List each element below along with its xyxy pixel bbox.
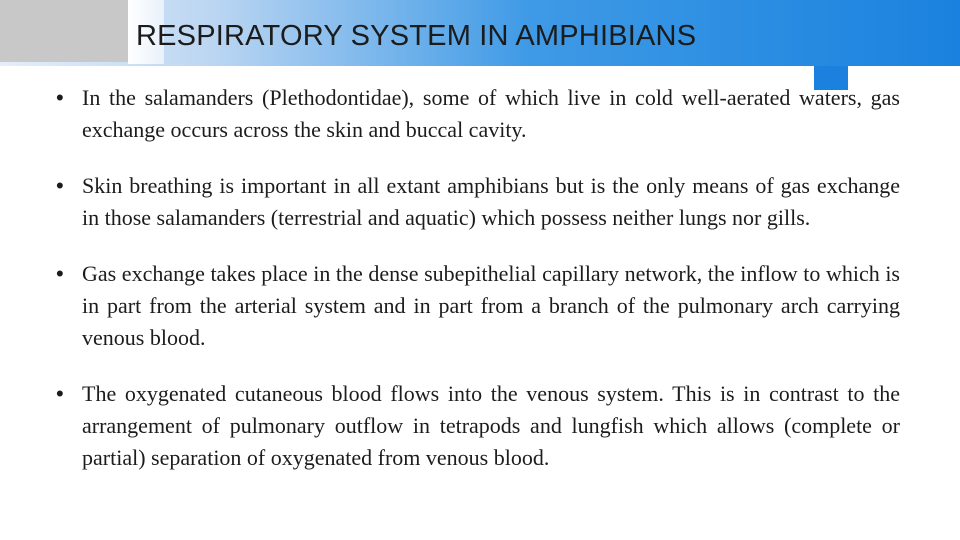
bullet-item	[52, 258, 900, 354]
bullet-icon: •	[56, 381, 64, 406]
bullet-item	[52, 170, 900, 234]
bullet-text: Gas exchange takes place in the dense subepithelial capillary network, the inflow to which is in part from the arterial system and in part from a branch of the pulmonary arch carrying venous blood.	[82, 261, 900, 350]
bullet-item	[52, 82, 900, 146]
bullet-list	[52, 82, 900, 498]
slide-title: RESPIRATORY SYSTEM IN AMPHIBIANS	[136, 20, 697, 52]
bullet-icon: •	[56, 85, 64, 110]
bullet-text: The oxygenated cutaneous blood flows into the venous system. This is in contrast to the arrangement of pulmonary outflow in tetrapods and lungfish which allows (complete or partial) separation of oxygenated from venous blood.	[82, 381, 900, 470]
header-grey-box	[0, 0, 128, 62]
bullet-text: Skin breathing is important in all extant amphibians but is the only means of gas exchange in those salamanders (terrestrial and aquatic) which possess neither lungs nor gills.	[82, 173, 900, 230]
bullet-item	[52, 378, 900, 474]
bullet-icon: •	[56, 261, 64, 286]
bullet-icon: •	[56, 173, 64, 198]
bullet-text: In the salamanders (Plethodontidae), some of which live in cold well-aerated waters, gas exchange occurs across the skin and buccal cavity.	[82, 85, 900, 142]
